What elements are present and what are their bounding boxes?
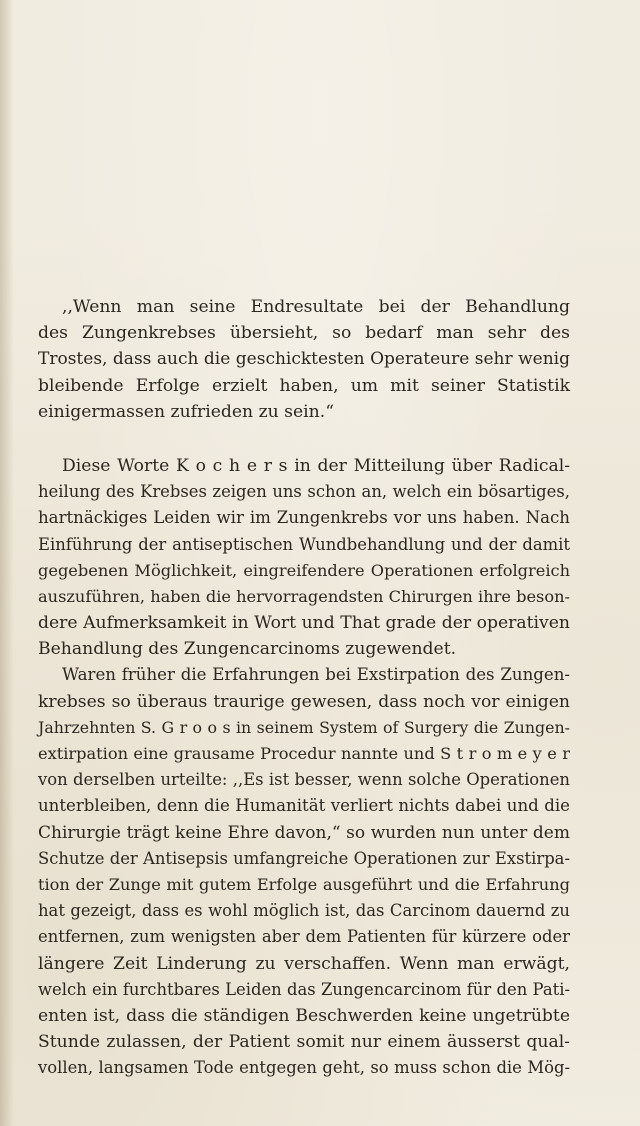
text-line: gegebenen Möglichkeit, eingreifendere Operationen erfolgreich — [38, 560, 570, 580]
text-line: enten ist, dass die ständigen Beschwerden keine ungetrübte — [38, 1005, 570, 1026]
text-line: Schutze der Antisepsis umfangreiche Operationen zur Exstirpa- — [38, 848, 570, 868]
text-line: auszuführen, haben die hervorragendsten Chirurgen ihre beson- — [38, 586, 570, 606]
text-line: unterbleiben, denn die Humanität verliert nichts dabei und die — [38, 796, 570, 816]
text-line: hat gezeigt, dass es wohl möglich ist, das Carcinom dauernd zu — [38, 901, 570, 921]
opening-quote — [38, 294, 570, 425]
text-line: Stunde zulassen, der Patient somit nur einem äusserst qual- — [38, 1032, 570, 1053]
text-line: vollen, langsamen Tode entgegen geht, so muss schon die Mög- — [38, 1058, 570, 1078]
text-line: Diese Worte K o c h e r s in der Mitteilung über Radical- — [62, 455, 570, 476]
text-line: Jahrzehnten S. G r o o s in seinem System of Surgery die Zungen- — [38, 717, 570, 737]
text-line: Trostes, dass auch die geschicktesten Operateure sehr wenig — [38, 349, 570, 370]
page-text — [38, 294, 570, 1081]
paragraph-1 — [38, 453, 570, 663]
text-line: hartnäckiges Leiden wir im Zungenkrebs vor uns haben. Nach — [38, 508, 570, 528]
text-line: von derselben urteilte: ,,Es ist besser, wenn solche Operationen — [38, 770, 570, 790]
text-line: längere Zeit Linderung zu verschaffen. Wenn man erwägt, — [38, 953, 570, 974]
text-line: entfernen, zum wenigsten aber dem Patienten für kürzere oder — [38, 927, 570, 947]
text-line: ,,Wenn man seine Endresultate bei der Behandlung — [62, 297, 570, 317]
page-edge-shadow — [0, 0, 14, 1126]
text-line: des Zungenkrebses übersieht, so bedarf man sehr des — [38, 323, 570, 344]
text-line: extirpation eine grausame Procedur nannte und S t r o m e y e r — [38, 744, 570, 763]
text-line: heilung des Krebses zeigen uns schon an, welch ein bösartiges, — [38, 482, 570, 502]
text-line: einigermassen zufrieden zu sein.“ — [38, 401, 334, 422]
paragraph-gap — [38, 425, 570, 453]
text-line: tion der Zunge mit gutem Erfolge ausgeführt und die Erfahrung — [38, 874, 570, 894]
text-line: welch ein furchtbares Leiden das Zungencarcinom für den Pati- — [38, 979, 570, 999]
text-line: Einführung der antiseptischen Wundbehandlung und der damit — [38, 534, 570, 554]
text-line: Waren früher die Erfahrungen bei Exstirpation des Zungen- — [62, 665, 570, 685]
text-line: bleibende Erfolge erzielt haben, um mit seiner Statistik — [38, 375, 570, 396]
text-line: Behandlung des Zungencarcinoms zugewendet. — [38, 639, 457, 660]
text-line: krebses so überaus traurige gewesen, dass noch vor einigen — [38, 691, 570, 712]
text-line: Chirurgie trägt keine Ehre davon,“ so wurden nun unter dem — [38, 822, 570, 843]
paragraph-2 — [38, 662, 570, 1081]
text-line: dere Aufmerksamkeit in Wort und That grade der operativen — [38, 613, 570, 634]
